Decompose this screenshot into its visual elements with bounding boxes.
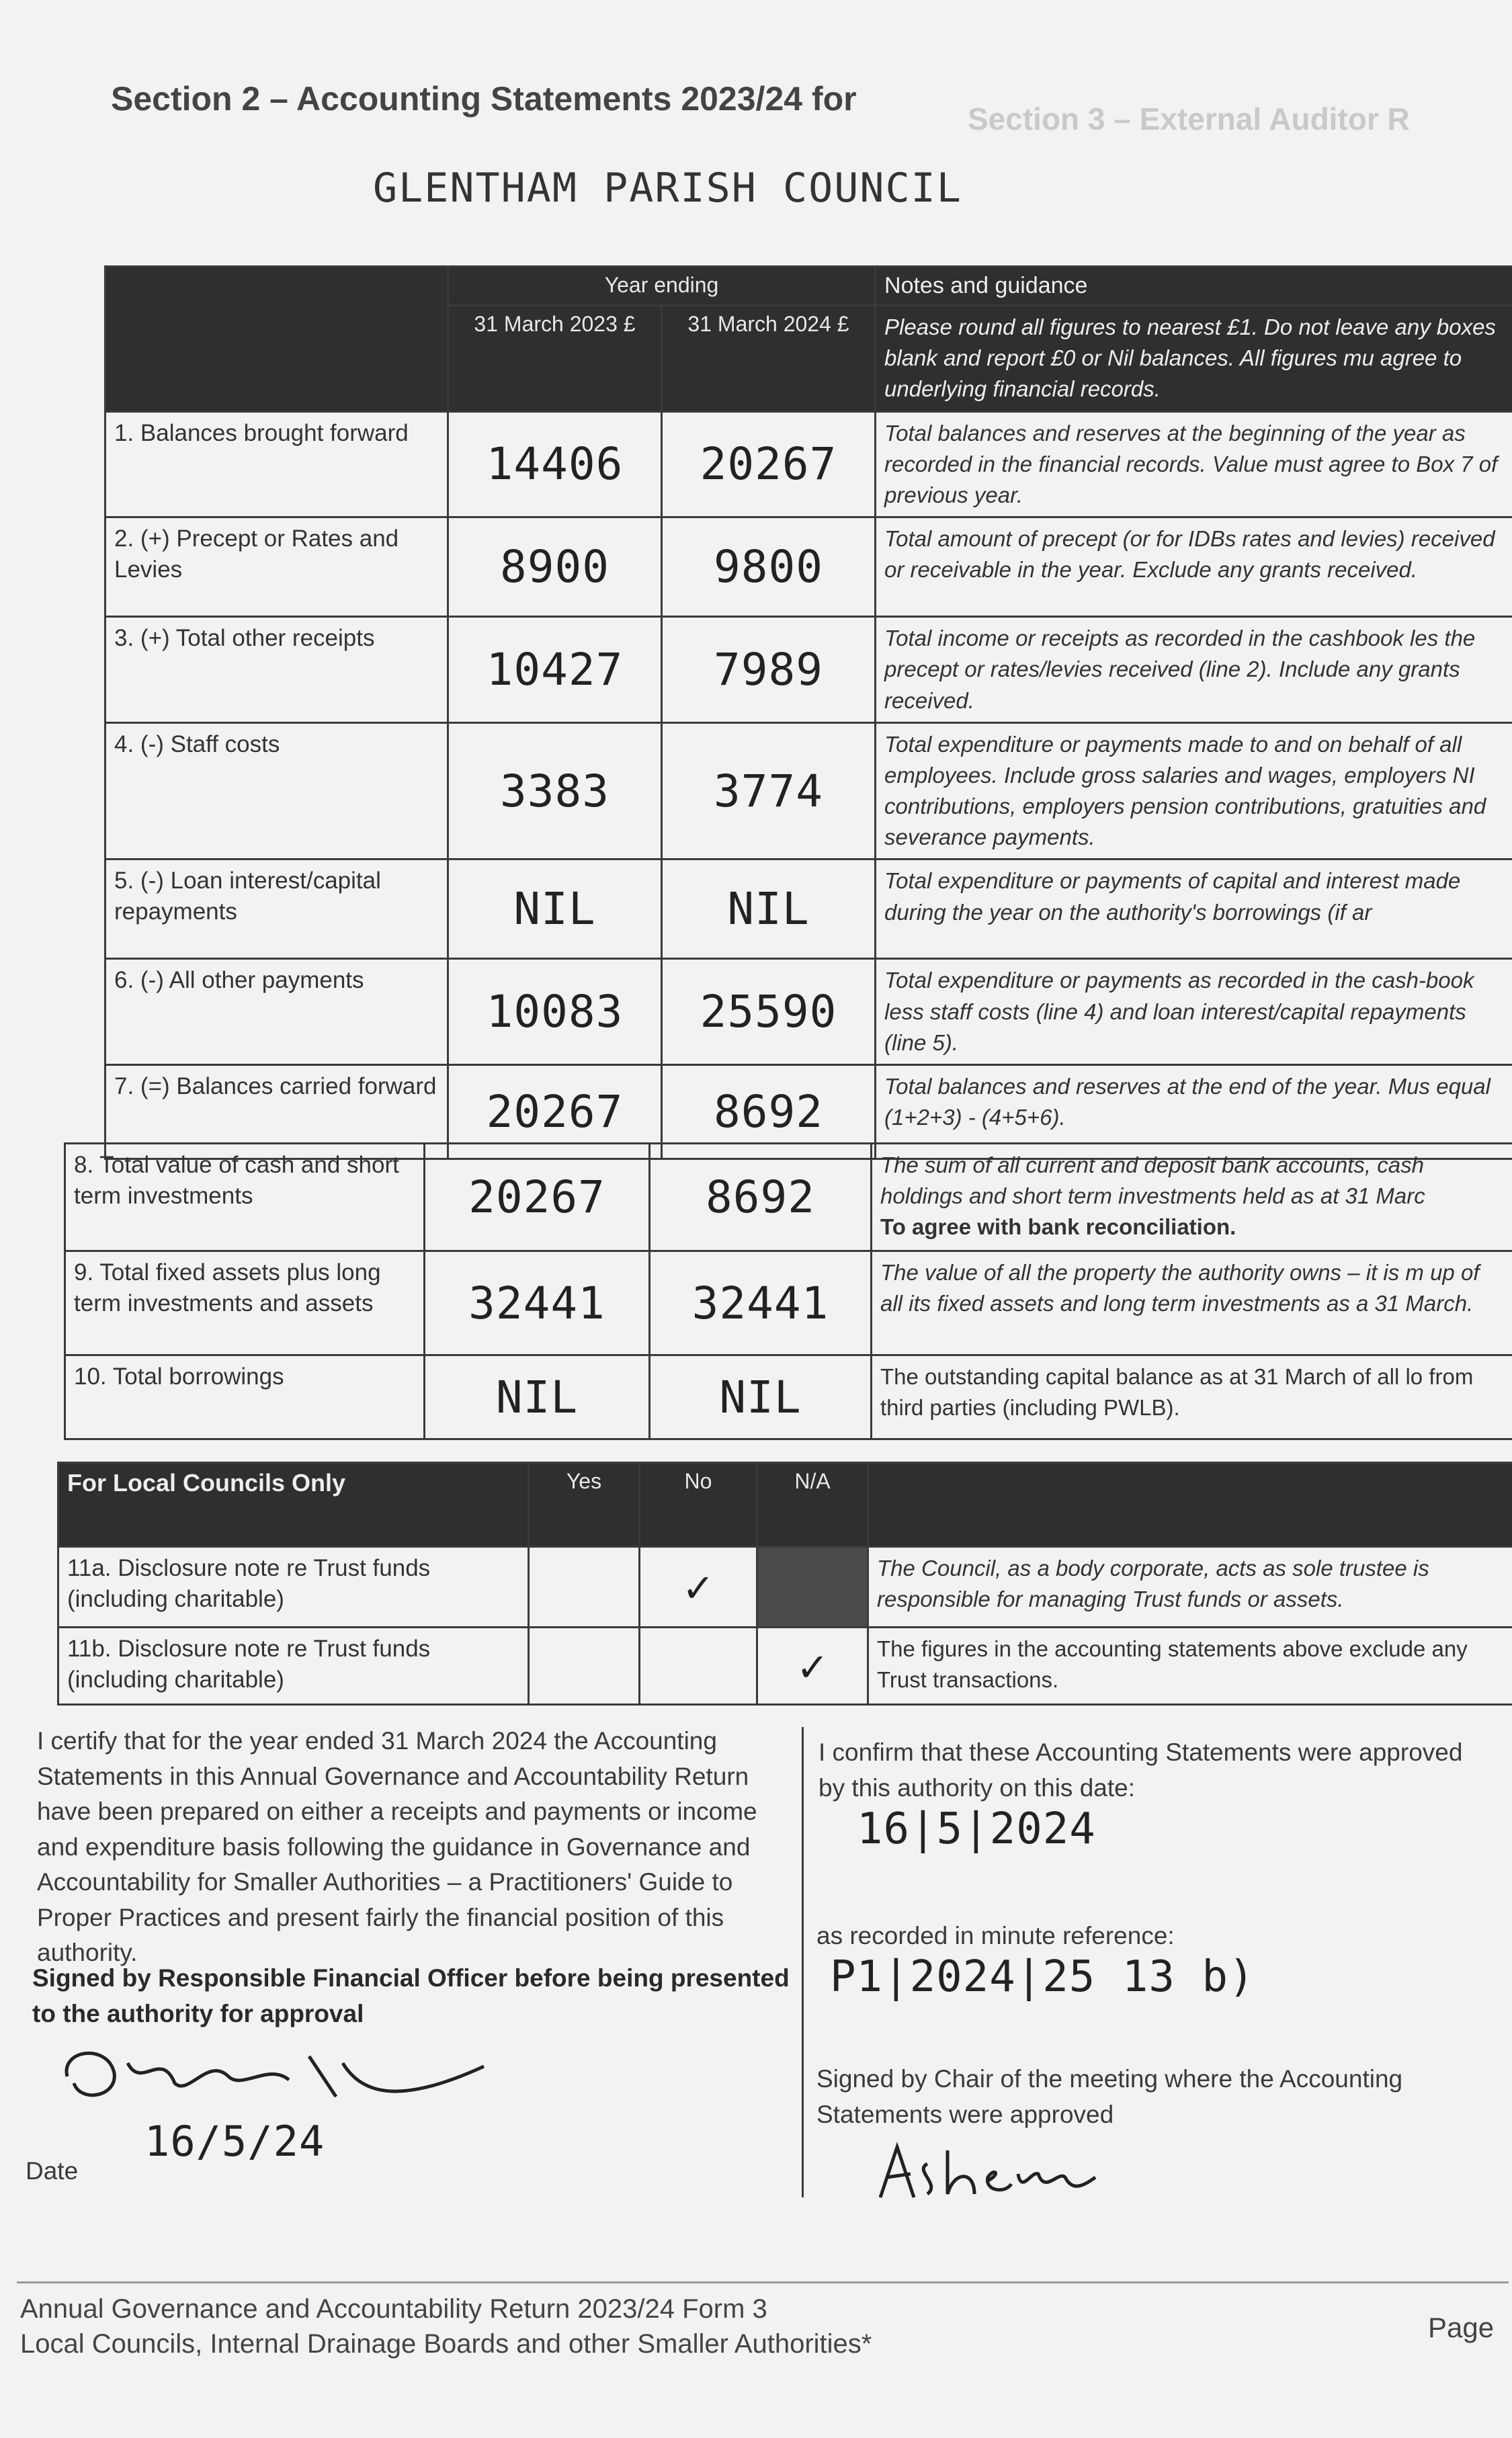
footer-line1: Annual Governance and Accountability Return 2023/24 Form 3 (20, 2294, 767, 2324)
footer-line2: Local Councils, Internal Drainage Boards and other Smaller Authorities* (20, 2329, 872, 2359)
minute-reference: P1|2024|25 13 b) (830, 1952, 1255, 2002)
local-councils-header: For Local Councils Only (58, 1463, 529, 1547)
value-2024: NIL (662, 859, 876, 959)
minute-ref-label: as recorded in minute reference: (816, 1922, 1175, 1949)
value-2024: 32441 (650, 1251, 872, 1355)
row-label: 11a. Disclosure note re Trust funds (including charitable) (58, 1547, 529, 1628)
row-label: 3. (+) Total other receipts (106, 617, 448, 723)
confirm-text: I confirm that these Accounting Statements were approved by this authority on this date: (818, 1738, 1463, 1802)
table-row (65, 1251, 1512, 1355)
certify-text: I certify that for the year ended 31 March 2024 the Accounting Statements in this Annual Governance and Accountability Return have been prepared on either a receipts and payments or income and expenditure basis following the guidance in Governance and Accountability for Smaller Authorities – a Practitioners' Guide to Proper Practices and present fairly the financial position of this authority. (37, 1727, 757, 1967)
date-label: Date (26, 2157, 79, 2185)
row-note: Total balances and reserves at the end of the year. Mus equal (1+2+3) - (4+5+6). (876, 1065, 1512, 1159)
value-2023: 20267 (425, 1144, 650, 1251)
row-note: Total income or receipts as recorded in the cashbook les the precept or rates/levies received (line 2). Include any grants received. (876, 617, 1512, 723)
row-note: Total expenditure or payments made to and on behalf of all employees. Include gross salaries and wages, employers NI contributions, employers pension contributions, gratuities and severance payments. (876, 722, 1512, 859)
no-header: No (640, 1463, 757, 1547)
row-note-text: The sum of all current and deposit bank accounts, cash holdings and short term investments held as at 31 Marc (880, 1152, 1425, 1209)
table-row (106, 722, 1512, 859)
table-row (106, 517, 1512, 617)
value-2024: NIL (650, 1355, 872, 1439)
rfo-date: 16/5/24 (144, 2117, 325, 2166)
table-row (65, 1355, 1512, 1439)
cert-divider (802, 1727, 804, 2197)
row-note: Total balances and reserves at the beginning of the year as recorded in the financial records. Value must agree to Box 7 of previous year. (876, 411, 1512, 517)
table-row (106, 959, 1512, 1065)
row-label: 9. Total fixed assets plus long term investments and assets (65, 1251, 425, 1355)
no-cell[interactable] (640, 1628, 757, 1705)
header-blank (106, 267, 448, 412)
row-note: The value of all the property the authority owns – it is m up of all its fixed assets and long term investments as a 31 March. (872, 1251, 1512, 1355)
row-label: 7. (=) Balances carried forward (106, 1065, 448, 1159)
table-row (106, 859, 1512, 959)
value-2023: 32441 (425, 1251, 650, 1355)
row-note: Total expenditure or payments of capital and interest made during the year on the authority's borrowings (if ar (876, 859, 1512, 959)
row-note: The figures in the accounting statements above exclude any Trust transactions. (868, 1628, 1512, 1705)
yes-cell[interactable] (529, 1628, 640, 1705)
na-cell[interactable] (757, 1547, 868, 1628)
row-note: Total amount of precept (or for IDBs rates and levies) received or receivable in the year. Exclude any grants received. (876, 517, 1512, 617)
footer (20, 2292, 872, 2361)
col-2024-header: 31 March 2024 £ (662, 306, 876, 412)
value-2023: 20267 (448, 1065, 662, 1159)
row-label: 11b. Disclosure note re Trust funds (including charitable) (58, 1628, 529, 1705)
notes-header: Notes and guidance (876, 267, 1512, 306)
row-label: 5. (-) Loan interest/capital repayments (106, 859, 448, 959)
table-row (58, 1628, 1512, 1705)
approval-date: 16|5|2024 (857, 1804, 1096, 1854)
value-2023: 10427 (448, 617, 662, 723)
table-row (58, 1547, 1512, 1628)
section-title: Section 2 – Accounting Statements 2023/24 for (111, 80, 857, 118)
row-note (872, 1144, 1512, 1251)
authority-name: GLENTHAM PARISH COUNCIL (373, 165, 962, 212)
row-label: 8. Total value of cash and short term investments (65, 1144, 425, 1251)
rfo-signature (54, 2036, 497, 2117)
row-note: The outstanding capital balance as at 31 March of all lo from third parties (including PWLB). (872, 1355, 1512, 1439)
row-note: Total expenditure or payments as recorded in the cash-book less staff costs (line 4) and loan interest/capital repayments (line 5). (876, 959, 1512, 1065)
assets-table (64, 1142, 1512, 1440)
row-note-strong: To agree with bank reconciliation. (880, 1214, 1236, 1240)
year-ending-header: Year ending (448, 267, 876, 306)
yes-header: Yes (529, 1463, 640, 1547)
table-row (65, 1144, 1512, 1251)
table-row (106, 411, 1512, 517)
footer-divider (17, 2281, 1509, 2283)
value-2023: 14406 (448, 411, 662, 517)
value-2024: 8692 (650, 1144, 872, 1251)
value-2023: 3383 (448, 722, 662, 859)
header-blank (868, 1463, 1512, 1547)
table-row (106, 617, 1512, 723)
na-header: N/A (757, 1463, 868, 1547)
row-note: The Council, as a body corporate, acts as sole trustee is responsible for managing Trust funds or assets. (868, 1547, 1512, 1628)
row-label: 2. (+) Precept or Rates and Levies (106, 517, 448, 617)
no-cell-checkmark[interactable]: ✓ (640, 1547, 757, 1628)
value-2024: 8692 (662, 1065, 876, 1159)
row-label: 10. Total borrowings (65, 1355, 425, 1439)
value-2023: NIL (425, 1355, 650, 1439)
row-label: 6. (-) All other payments (106, 959, 448, 1065)
value-2024: 25590 (662, 959, 876, 1065)
value-2023: 10083 (448, 959, 662, 1065)
row-label: 4. (-) Staff costs (106, 722, 448, 859)
page-label: Page (1428, 2312, 1495, 2343)
chair-signed-label: Signed by Chair of the meeting where the Accounting Statements were approved (816, 2065, 1403, 2128)
notes-guidance-text: Please round all figures to nearest £1. Do not leave any boxes blank and report £0 or Nil balances. All figures mu agree to underlying financial records. (876, 306, 1512, 412)
accounting-table (104, 265, 1512, 1160)
value-2023: NIL (448, 859, 662, 959)
yes-cell[interactable] (529, 1547, 640, 1628)
value-2023: 8900 (448, 517, 662, 617)
value-2024: 20267 (662, 411, 876, 517)
chair-signature (867, 2137, 1136, 2211)
section-title-ghost: Section 3 – External Auditor R (968, 101, 1410, 136)
na-cell-checkmark[interactable]: ✓ (757, 1628, 868, 1705)
value-2024: 3774 (662, 722, 876, 859)
value-2024: 7989 (662, 617, 876, 723)
col-2023-header: 31 March 2023 £ (448, 306, 662, 412)
rfo-signed-label: Signed by Responsible Financial Officer before being presented to the authority for approval (32, 1964, 790, 2027)
local-councils-table (57, 1462, 1512, 1706)
value-2024: 9800 (662, 517, 876, 617)
row-label: 1. Balances brought forward (106, 411, 448, 517)
